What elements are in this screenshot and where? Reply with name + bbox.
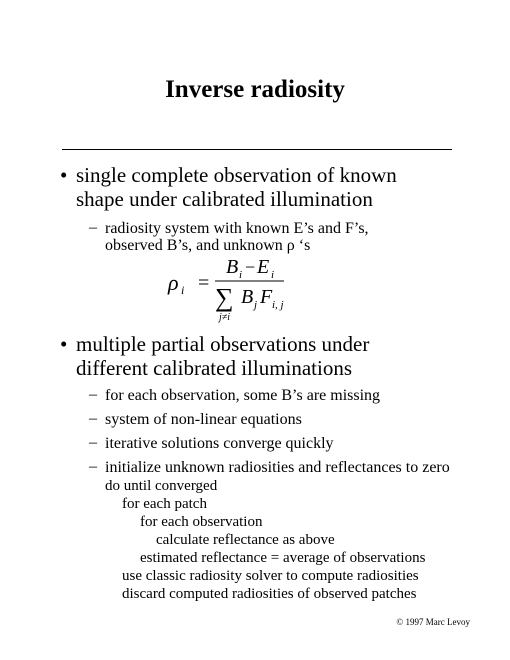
eq-sum: ∑ xyxy=(215,283,234,312)
bullet-2-sub-1: for each observation, some B’s are missing xyxy=(105,387,381,404)
eq-den-b-sub: j xyxy=(254,299,258,311)
pseudocode-line: calculate reflectance as above xyxy=(156,532,335,548)
eq-sum-index: j≠i xyxy=(219,312,231,323)
bullet-2-sub-3: iterative solutions converge quickly xyxy=(105,435,334,452)
bullet-2-line-2: different calibrated illuminations xyxy=(76,356,353,380)
bullet-1-sub-1-line-2: observed B’s, and unknown ρ ‘s xyxy=(105,237,311,254)
eq-rho: ρ xyxy=(168,270,179,295)
title-divider xyxy=(62,149,452,150)
eq-rho-sub: i xyxy=(181,283,185,297)
pseudocode-line: do until converged xyxy=(105,478,218,494)
eq-num-b: B xyxy=(226,256,239,278)
sub-bullet-marker: – xyxy=(89,219,97,236)
copyright-footer: © 1997 Marc Levoy xyxy=(396,617,470,627)
sub-bullet-marker: – xyxy=(89,434,97,451)
pseudocode-line: for each patch xyxy=(122,496,207,512)
sub-bullet-marker: – xyxy=(89,458,97,475)
bullet-2-sub-4: initialize unknown radiosities and reflectances to zero xyxy=(105,459,450,476)
eq-den-f-sub: i, j xyxy=(272,299,284,311)
sub-bullet-marker: – xyxy=(89,386,97,403)
bullet-2-sub-2: system of non-linear equations xyxy=(105,411,302,428)
eq-minus: − xyxy=(245,257,256,277)
eq-num-b-sub: i xyxy=(239,269,243,281)
bullet-2-line-1: multiple partial observations under xyxy=(76,332,370,356)
pseudocode-line: estimated reflectance = average of observations xyxy=(140,550,426,566)
bullet-1-line-2: shape under calibrated illumination xyxy=(76,187,373,211)
eq-num-e: E xyxy=(257,256,270,278)
bullet-1-line-1: single complete observation of known xyxy=(76,163,397,187)
pseudocode-line: for each observation xyxy=(140,514,263,530)
bullet-marker: • xyxy=(60,163,68,187)
pseudocode-line: discard computed radiosities of observed patches xyxy=(122,586,417,602)
eq-den-b: B xyxy=(241,286,254,308)
eq-num-e-sub: i xyxy=(271,269,275,281)
slide-title: Inverse radiosity xyxy=(165,76,345,103)
eq-equals: = xyxy=(198,272,210,294)
sub-bullet-marker: – xyxy=(89,410,97,427)
bullet-1-sub-1-line-1: radiosity system with known E’s and F’s, xyxy=(105,220,369,237)
reflectance-equation xyxy=(168,256,308,326)
bullet-marker: • xyxy=(60,332,68,356)
pseudocode-line: use classic radiosity solver to compute radiosities xyxy=(122,568,419,584)
eq-den-f: F xyxy=(260,286,273,308)
